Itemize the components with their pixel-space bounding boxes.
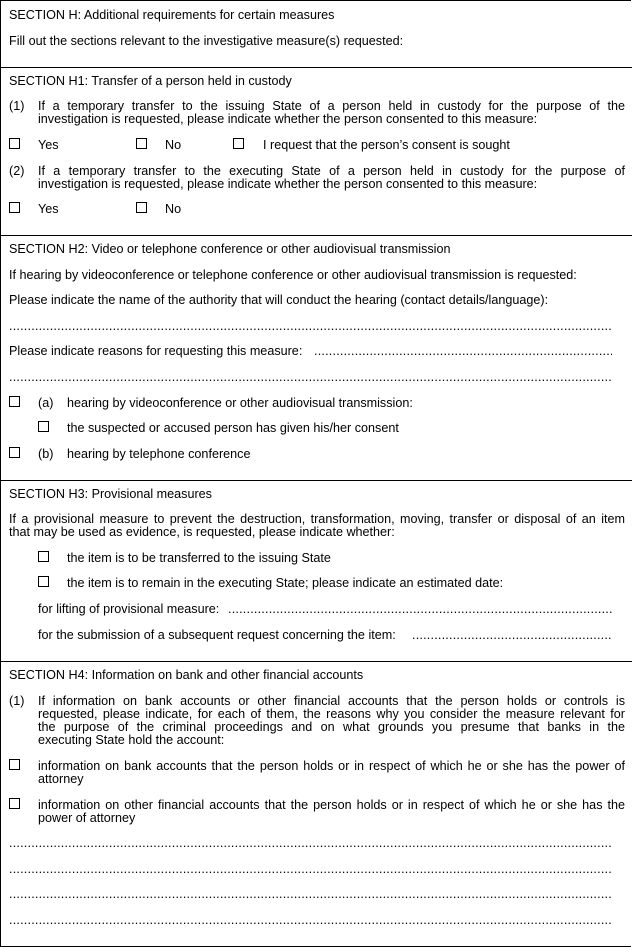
h1-q2-no-label: No [165,202,182,216]
section-h2-title: SECTION H2: Video or telephone conference or other audiovisual transmission [9,242,451,256]
h4-opt2-line1: information on other financial accounts that the person holds or in respect of which he or she has the [38,798,625,812]
h4-opt2-checkbox[interactable] [9,798,20,809]
h1-q1-consent-label: I request that the person’s consent is sought [263,138,510,152]
h2-opt-b-label: hearing by telephone conference [67,447,251,461]
h2-opt-b-checkbox[interactable] [9,447,20,458]
h4-answer-line-3[interactable] [9,888,612,900]
h1-q2-line1: If a temporary transfer to the executing State of a person held in custody for the purpose of [38,164,625,178]
h4-q1-line1: If information on bank accounts or other financial accounts that the person holds or controls is [38,694,625,708]
h2-authority-label: Please indicate the name of the authority that will conduct the hearing (contact details/language): [9,293,549,307]
h2-reasons-field-line2[interactable] [9,371,612,383]
h4-answer-line-1[interactable] [9,837,612,849]
section-h4-divider [1,661,632,662]
h2-opt-b-letter: (b) [38,447,54,461]
section-h2-divider [1,235,632,236]
h1-q1-no-checkbox[interactable] [136,138,147,149]
section-h-title: SECTION H: Additional requirements for certain measures [9,8,335,22]
h3-lifting-field[interactable] [228,603,612,615]
h4-opt2-line2: power of attorney [38,811,136,825]
h2-reasons-field[interactable] [314,345,612,357]
h4-q1-line3: the purpose of the criminal proceedings and on what grounds you presume that banks in the [38,720,625,734]
h4-opt1-line2: attorney [38,772,84,786]
section-h2-intro: If hearing by videoconference or telephone conference or other audiovisual transmission is requested: [9,268,577,282]
h3-opt2-label: the item is to remain in the executing State; please indicate an estimated date: [67,576,504,590]
section-h3-title: SECTION H3: Provisional measures [9,487,212,501]
h4-opt1-line1: information on bank accounts that the person holds or in respect of which he or she has the power of [38,759,625,773]
h3-intro-line2: that may be used as evidence, is requested, please indicate whether: [9,525,395,539]
h1-q1-no-label: No [165,138,182,152]
h1-q2-yes-checkbox[interactable] [9,202,20,213]
h3-intro-line1: If a provisional measure to prevent the destruction, transformation, moving, transfer or disposal of an item [9,512,625,526]
h3-opt1-label: the item is to be transferred to the issuing State [67,551,331,565]
h3-lifting-label: for lifting of provisional measure: [38,602,220,616]
h2-consent-checkbox[interactable] [38,421,49,432]
h2-opt-a-label: hearing by videoconference or other audiovisual transmission: [67,396,413,410]
h3-opt1-checkbox[interactable] [38,551,49,562]
h1-q1-line1: If a temporary transfer to the issuing State of a person held in custody for the purpose of the [38,99,625,113]
h1-q1-number: (1) [9,99,25,113]
h3-submission-field[interactable] [412,629,612,641]
h1-q1-line2: investigation is requested, please indicate whether the person consented to this measure: [38,112,538,126]
h4-opt1-checkbox[interactable] [9,759,20,770]
section-h1-divider [1,67,632,68]
h2-consent-label: the suspected or accused person has given his/her consent [67,421,399,435]
h3-opt2-checkbox[interactable] [38,576,49,587]
h4-q1-line2: requested, please indicate, for each of them, the reasons why you consider the measure relevant for [38,707,625,721]
section-h3-divider [1,480,632,481]
h1-q2-number: (2) [9,164,25,178]
h1-q1-consent-checkbox[interactable] [233,138,244,149]
h3-submission-label: for the submission of a subsequent request concerning the item: [38,628,396,642]
h4-q1-line4: executing State hold the account: [38,733,225,747]
h2-authority-field[interactable] [9,320,612,332]
section-h-intro: Fill out the sections relevant to the investigative measure(s) requested: [9,34,404,48]
section-h4-title: SECTION H4: Information on bank and other financial accounts [9,668,364,682]
h1-q2-yes-label: Yes [38,202,59,216]
h1-q1-yes-checkbox[interactable] [9,138,20,149]
h4-q1-number: (1) [9,694,25,708]
h2-opt-a-checkbox[interactable] [9,396,20,407]
section-h1-title: SECTION H1: Transfer of a person held in custody [9,74,292,88]
h2-reasons-label: Please indicate reasons for requesting this measure: [9,344,303,358]
h1-q2-no-checkbox[interactable] [136,202,147,213]
h2-opt-a-letter: (a) [38,396,54,410]
h4-answer-line-2[interactable] [9,863,612,875]
h4-answer-line-4[interactable] [9,914,612,926]
h1-q2-line2: investigation is requested, please indicate whether the person consented to this measure: [38,177,538,191]
h1-q1-yes-label: Yes [38,138,59,152]
